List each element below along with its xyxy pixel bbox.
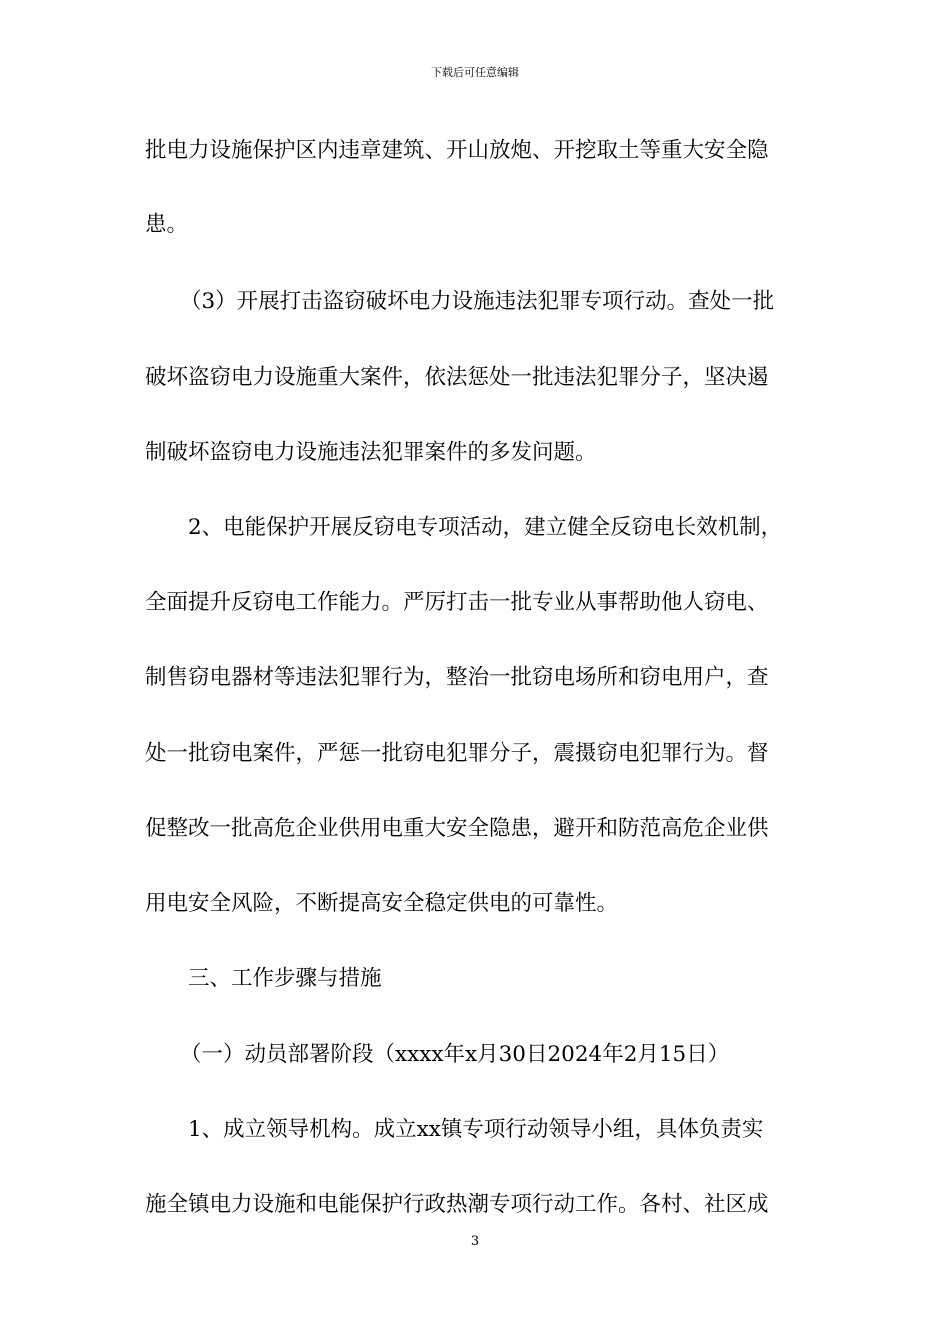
subsection-heading: （一）动员部署阶段（xxxx年x月30日2024年2月15日） — [180, 1042, 730, 1067]
section-heading: 三、工作步骤与措施 — [188, 966, 382, 991]
page-number: 3 — [470, 1234, 480, 1249]
body-line: 处一批窃电案件，严惩一批窃电犯罪分子，震摄窃电犯罪行为。督 — [145, 741, 769, 766]
body-line: 1、成立领导机构。成立xx镇专项行动领导小组，具体负责实 — [188, 1117, 764, 1142]
body-line: 制破坏盗窃电力设施违法犯罪案件的多发问题。 — [145, 440, 597, 465]
body-line: 全面提升反窃电工作能力。严厉打击一批专业从事帮助他人窃电、 — [145, 590, 769, 615]
header-note: 下载后可任意编辑 — [431, 66, 519, 79]
body-line: 2、电能保护开展反窃电专项活动，建立健全反窃电长效机制， — [188, 515, 783, 540]
body-line: 用电安全风险，不断提高安全稳定供电的可靠性。 — [145, 891, 619, 916]
body-line: 制售窃电器材等违法犯罪行为，整治一批窃电场所和窃电用户，查 — [145, 665, 769, 690]
body-line: 施全镇电力设施和电能保护行政热潮专项行动工作。各村、社区成 — [145, 1192, 769, 1217]
body-line: 批电力设施保护区内违章建筑、开山放炮、开挖取土等重大安全隐 — [145, 138, 769, 163]
body-line: 患。 — [145, 212, 189, 237]
body-line: 促整改一批高危企业供用电重大安全隐患，避开和防范高危企业供 — [145, 816, 769, 841]
body-line: 破坏盗窃电力设施重大案件，依法惩处一批违法犯罪分子，坚决遏 — [145, 365, 769, 390]
body-line: （3）开展打击盗窃破坏电力设施违法犯罪专项行动。查处一批 — [180, 289, 775, 314]
